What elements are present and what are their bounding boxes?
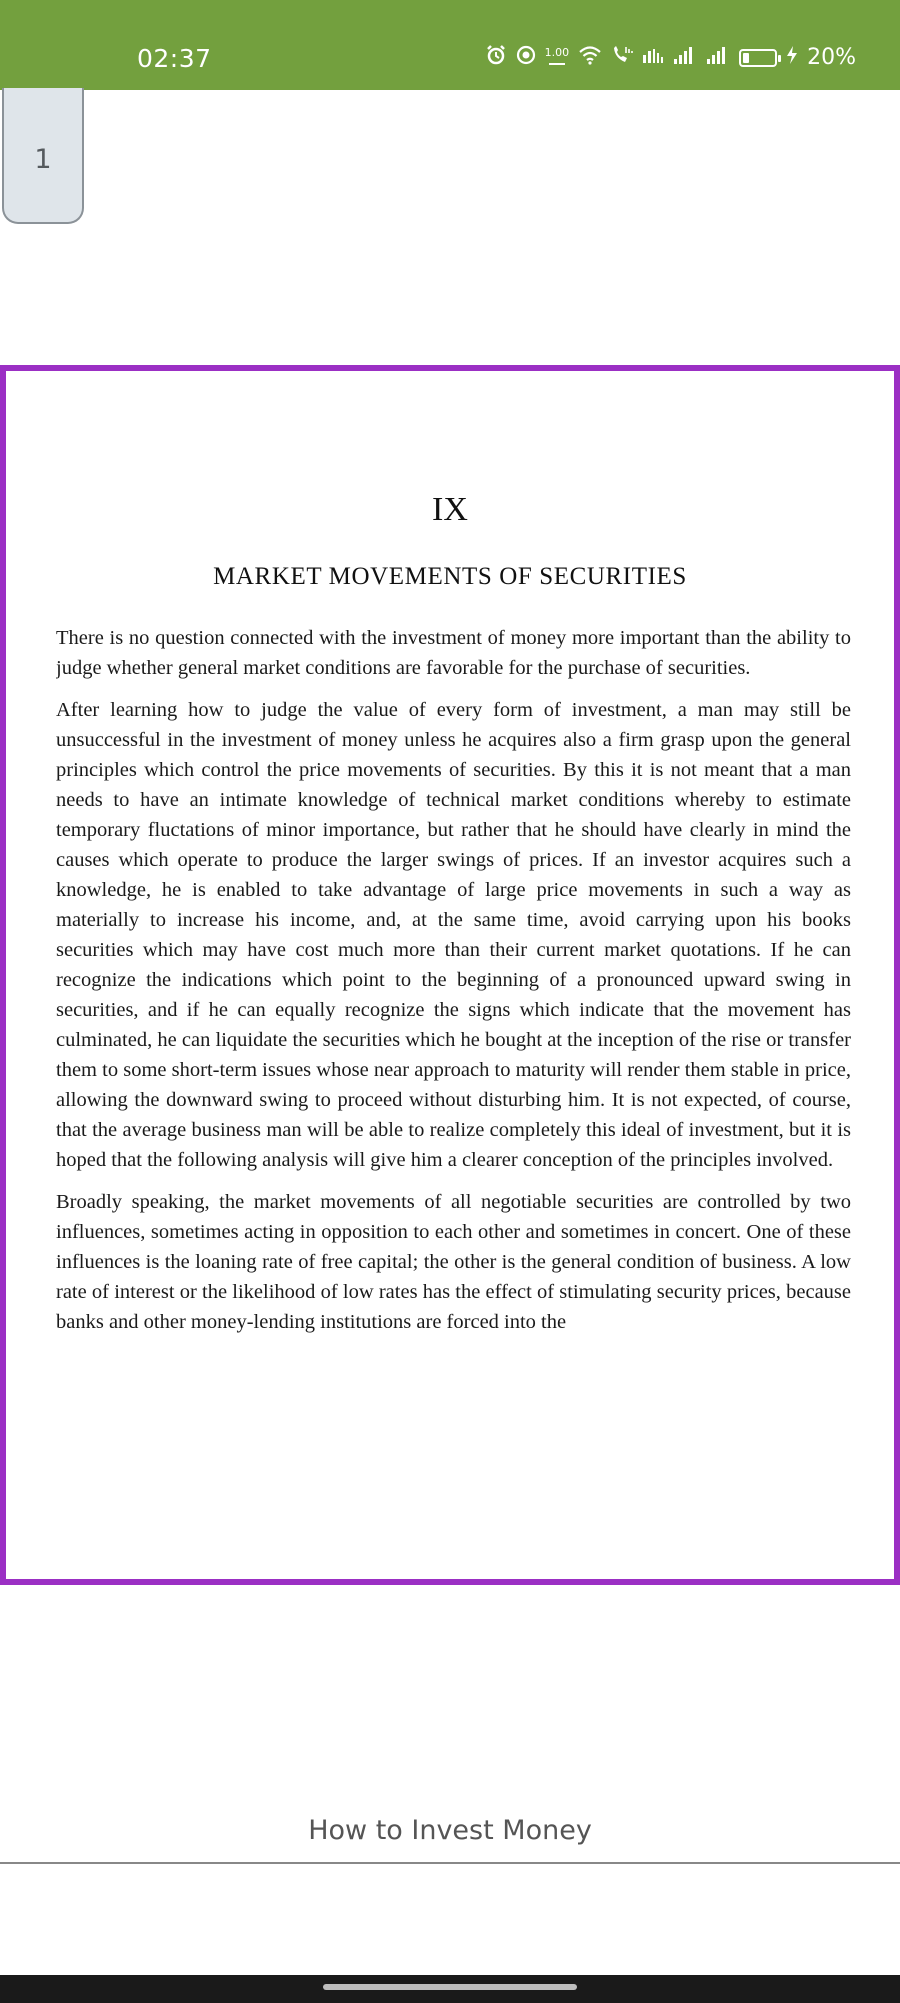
footer-divider <box>0 1862 900 1864</box>
page-number: 1 <box>34 144 52 175</box>
network-icon <box>642 45 664 70</box>
signal-icon <box>673 45 697 70</box>
paragraph: After learning how to judge the value of every form of investment, a man may still be unsuccessful in the investment of money unless he acquires also a firm grasp upon the general principles which control the price movements of securities. By this it is not meant that a man needs to have an intimate knowledge of technical market conditions whereby to estimate temporary fluctations of minor importance, but rather that he should have clearly in mind the causes which operate to produce the larger swings of prices. If an investor acquires such a knowledge, he is enabled to take advantage of large price movements in such a way as materially to increase his income, and, at the same time, avoid carrying upon his books securities which may have cost much more than their current market quotations. If he can recognize the indications which point to the beginning of a pronounced upward swing in securities, and if he can equally recognize the signs which indicate that the movement has culminated, he can liquidate the securities which he bought at the inception of the rise or transfer them to some short-term issues whose near approach to maturity will render them stable in price, allowing the downward swing to proceed without disturbing him. It is not expected, of course, that the average business man will be able to realize completely this ideal of investment, but it is hoped that the following analysis will give him a clearer conception of the principles involved. <box>56 699 851 1171</box>
wifi-icon <box>578 45 602 70</box>
charging-icon <box>786 45 798 70</box>
data-speed-value: 1.00 <box>544 46 570 59</box>
alarm-icon <box>485 44 507 71</box>
status-icons <box>485 44 856 71</box>
status-time: 02:37 <box>137 44 212 73</box>
page-number-tab[interactable] <box>2 88 84 224</box>
chapter-body <box>56 623 851 1513</box>
battery-fill <box>743 53 749 63</box>
call-icon <box>611 45 633 70</box>
book-page[interactable] <box>0 365 900 1585</box>
status-bar <box>0 0 900 90</box>
data-speed-icon <box>545 47 570 68</box>
battery-percent: 20% <box>807 44 856 70</box>
system-nav-bar <box>0 1975 900 2003</box>
chapter-title: MARKET MOVEMENTS OF SECURITIES <box>213 563 687 590</box>
chapter-number: IX <box>432 491 468 528</box>
home-gesture-handle[interactable] <box>323 1984 577 1990</box>
battery-icon <box>739 49 777 67</box>
paragraph: There is no question connected with the investment of money more important than the ability to judge whether general market conditions are favorable for the purchase of securities. <box>56 627 851 679</box>
paragraph: Broadly speaking, the market movements of all negotiable securities are controlled by two influences, sometimes acting in opposition to each other and sometimes in concert. One of these influences is the loaning rate of free capital; the other is the general condition of business. A low rate of interest or the likelihood of low rates has the effect of stimulating security prices, because banks and other money-lending institutions are forced into the <box>56 1191 851 1333</box>
record-icon <box>516 45 536 70</box>
book-title: How to Invest Money <box>308 1815 592 1846</box>
signal-icon-2 <box>706 45 730 70</box>
